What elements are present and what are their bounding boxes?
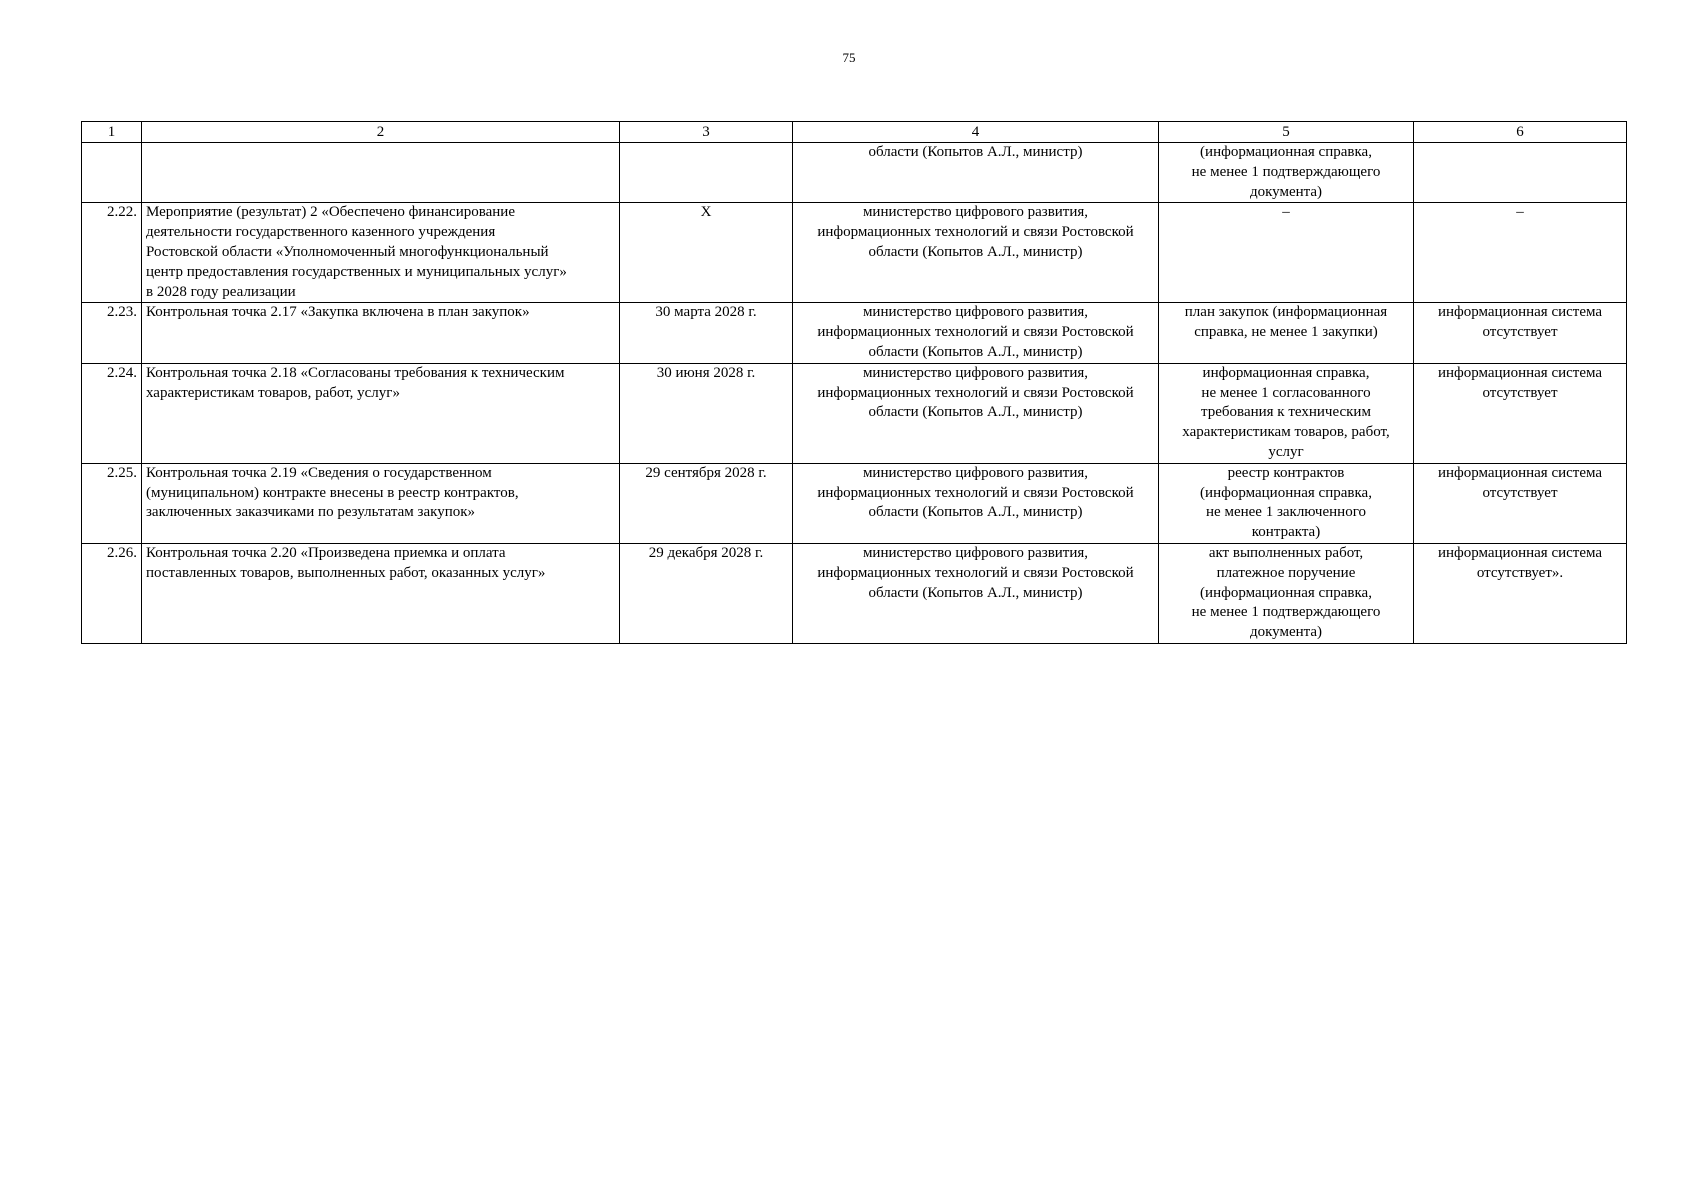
header-cell-2: 2 xyxy=(142,122,620,143)
table-row xyxy=(82,203,1627,303)
row-date: 30 июня 2028 г. xyxy=(620,363,793,463)
table-row xyxy=(82,463,1627,543)
row-name: Контрольная точка 2.19 «Сведения о государственном (муниципальном) контракте внесены в реестр контрактов, заключенных заказчиками по результатам закупок» xyxy=(142,463,620,543)
table-row xyxy=(82,543,1627,643)
row-date: Х xyxy=(620,203,793,303)
row-responsible: министерство цифрового развития, информационных технологий и связи Ростовской области (Копытов А.Л., министр) xyxy=(793,303,1159,363)
row-number: 2.22. xyxy=(82,203,142,303)
row-date: 29 сентября 2028 г. xyxy=(620,463,793,543)
row-document: информационная справка, не менее 1 согласованного требования к техническим характеристикам товаров, работ, услуг xyxy=(1159,363,1414,463)
header-cell-3: 3 xyxy=(620,122,793,143)
header-cell-1: 1 xyxy=(82,122,142,143)
row-name: Контрольная точка 2.20 «Произведена приемка и оплата поставленных товаров, выполненных работ, оказанных услуг» xyxy=(142,543,620,643)
row-document: план закупок (информационная справка, не менее 1 закупки) xyxy=(1159,303,1414,363)
header-cell-5: 5 xyxy=(1159,122,1414,143)
row-document: – xyxy=(1159,203,1414,303)
header-cell-6: 6 xyxy=(1414,122,1627,143)
row-system: информационная система отсутствует xyxy=(1414,363,1627,463)
row-document: (информационная справка, не менее 1 подтверждающего документа) xyxy=(1159,143,1414,203)
plan-table xyxy=(81,121,1627,644)
page-number: 75 xyxy=(842,50,856,65)
row-name: Мероприятие (результат) 2 «Обеспечено финансирование деятельности государственного казенного учреждения Ростовской области «Уполномоченный многофункциональный центр предоставления государственных и муниципальных услуг» в 2028 году реализации xyxy=(142,203,620,303)
row-name: Контрольная точка 2.18 «Согласованы требования к техническим характеристикам товаров, работ, услуг» xyxy=(142,363,620,463)
row-system: – xyxy=(1414,203,1627,303)
row-responsible: области (Копытов А.Л., министр) xyxy=(793,143,1159,203)
row-name: Контрольная точка 2.17 «Закупка включена в план закупок» xyxy=(142,303,620,363)
row-date xyxy=(620,143,793,203)
table-row xyxy=(82,143,1627,203)
table-row xyxy=(82,363,1627,463)
header-cell-4: 4 xyxy=(793,122,1159,143)
row-number xyxy=(82,143,142,203)
row-number: 2.26. xyxy=(82,543,142,643)
row-system: информационная система отсутствует». xyxy=(1414,543,1627,643)
row-system xyxy=(1414,143,1627,203)
row-number: 2.24. xyxy=(82,363,142,463)
row-date: 29 декабря 2028 г. xyxy=(620,543,793,643)
header-row xyxy=(82,122,1627,143)
table-row xyxy=(82,303,1627,363)
row-name xyxy=(142,143,620,203)
row-date: 30 марта 2028 г. xyxy=(620,303,793,363)
row-responsible: министерство цифрового развития, информационных технологий и связи Ростовской области (Копытов А.Л., министр) xyxy=(793,463,1159,543)
row-system: информационная система отсутствует xyxy=(1414,463,1627,543)
row-number: 2.23. xyxy=(82,303,142,363)
row-number: 2.25. xyxy=(82,463,142,543)
row-document: реестр контрактов (информационная справка, не менее 1 заключенного контракта) xyxy=(1159,463,1414,543)
row-responsible: министерство цифрового развития, информационных технологий и связи Ростовской области (Копытов А.Л., министр) xyxy=(793,363,1159,463)
row-document: акт выполненных работ, платежное поручение (информационная справка, не менее 1 подтверждающего документа) xyxy=(1159,543,1414,643)
row-responsible: министерство цифрового развития, информационных технологий и связи Ростовской области (Копытов А.Л., министр) xyxy=(793,203,1159,303)
row-system: информационная система отсутствует xyxy=(1414,303,1627,363)
row-responsible: министерство цифрового развития, информационных технологий и связи Ростовской области (Копытов А.Л., министр) xyxy=(793,543,1159,643)
